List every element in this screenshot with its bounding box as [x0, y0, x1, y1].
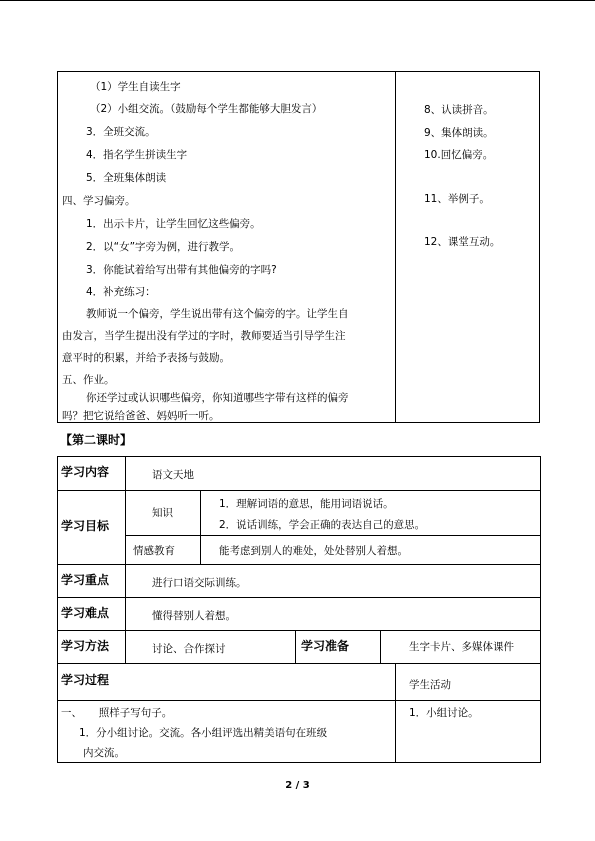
left-line-15: 你还学过或认识哪些偏旁，你知道哪些字带有这样的偏旁: [86, 392, 349, 404]
activity-line-1: 1．小组讨论。: [409, 707, 479, 719]
knowledge-label: 知识: [152, 507, 173, 519]
emotion-label: 情感教育: [133, 545, 175, 557]
goal-label: 学习目标: [61, 519, 110, 533]
right-line-4: 11、举例子。: [424, 193, 490, 205]
right-line-1: 8、认读拼音。: [424, 104, 494, 116]
key-value: 进行口语交际训练。: [152, 577, 247, 589]
page-number: 2 / 3: [285, 780, 310, 791]
process-label: 学习过程: [61, 673, 110, 687]
method-value: 讨论、合作探讨: [152, 643, 226, 655]
emotion-value: 能考虑到别人的难处，处处替别人着想。: [219, 545, 408, 557]
right-line-5: 12、课堂互动。: [424, 236, 501, 248]
left-line-10: 4．补充练习：: [86, 286, 156, 298]
activity-label: 学生活动: [409, 679, 451, 691]
method-label: 学习方法: [61, 639, 110, 653]
process-line-1: 一、 照样子写句子。: [61, 707, 173, 719]
left-line-13: 意平时的积累，并给予表扬与鼓励。: [62, 352, 230, 364]
knowledge-item-2: 2．说话训练，学会正确的表达自己的意思。: [219, 519, 426, 531]
left-line-3: 3．全班交流。: [86, 126, 156, 138]
left-line-16: 吗？把它说给爸爸、妈妈听一听。: [62, 410, 220, 422]
column-divider: [395, 72, 396, 422]
section-title: 【第二课时】: [60, 433, 133, 447]
left-line-12: 由发言，当学生提出没有学过的字时，教师要适当引导学生注: [62, 330, 346, 342]
difficulty-label: 学习难点: [61, 606, 110, 620]
content-value: 语文天地: [152, 469, 194, 481]
right-line-3: 10.回忆偏旁。: [424, 149, 494, 161]
left-line-14: 五、作业。: [62, 374, 115, 386]
left-line-8: 2．以“女”字旁为例，进行教学。: [86, 241, 241, 253]
left-line-2: （2）小组交流。（鼓励每个学生都能够大胆发言）: [90, 103, 323, 115]
continuation-table: [57, 71, 540, 423]
left-line-5: 5．全班集体朗读: [86, 172, 167, 184]
key-label: 学习重点: [61, 573, 110, 587]
prep-value: 生字卡片、多媒体课件: [409, 641, 514, 653]
left-line-1: （1）学生自读生字: [90, 81, 181, 93]
content-label: 学习内容: [61, 465, 110, 479]
process-line-2: 1．分小组讨论。交流。各小组评选出精美语句在班级: [79, 727, 328, 739]
process-line-3: 内交流。: [83, 747, 125, 759]
lesson-table: [57, 456, 541, 763]
prep-label: 学习准备: [301, 639, 350, 653]
knowledge-item-1: 1．理解词语的意思，能用词语说话。: [219, 498, 394, 510]
left-line-9: 3．你能试着给写出带有其他偏旁的字吗?: [86, 264, 277, 276]
left-line-7: 1．出示卡片，让学生回忆这些偏旁。: [86, 218, 261, 230]
left-line-11: 教师说一个偏旁，学生说出带有这个偏旁的字。让学生自: [86, 308, 349, 320]
right-line-2: 9、集体朗读。: [424, 127, 494, 139]
left-line-4: 4．指名学生拼读生字: [86, 149, 188, 161]
difficulty-value: 懂得替别人着想。: [152, 610, 236, 622]
page-top-border: [0, 0, 595, 1]
left-line-6: 四、学习偏旁。: [62, 195, 136, 207]
